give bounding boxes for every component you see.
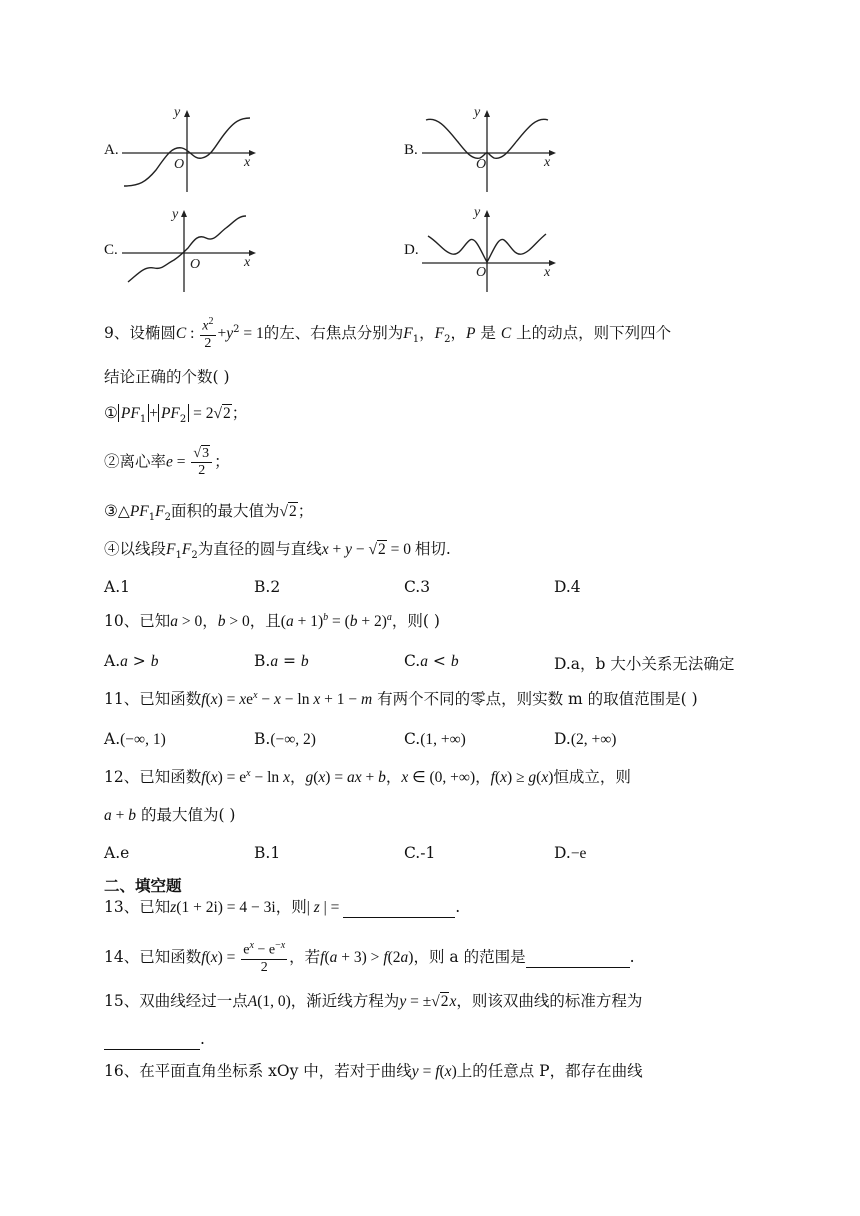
option-label: A. <box>104 142 119 158</box>
x-axis-label: x <box>244 155 251 170</box>
q9-option-c[interactable]: C.3 <box>404 578 431 596</box>
graph-a-plot <box>104 104 274 194</box>
q12-option-d[interactable]: D.−e <box>554 844 587 862</box>
y-axis-label: y <box>474 105 481 120</box>
origin-label: O <box>174 157 185 172</box>
x-axis-label: x <box>244 255 251 270</box>
origin-label: O <box>476 157 487 172</box>
q11-option-a[interactable]: A.(−∞, 1) <box>104 730 166 748</box>
q9-option-a[interactable]: A.1 <box>104 578 130 596</box>
graph-c-plot <box>104 204 274 294</box>
x-axis-label: x <box>544 265 551 280</box>
q9-line-2: 结论正确的个数( ) <box>104 368 230 386</box>
y-axis-label: y <box>172 207 179 222</box>
q16-line: 16、在平面直角坐标系 xOy 中，若对于曲线y = f(x)上的任意点 P，都存在曲线 <box>104 1062 643 1080</box>
q9-statement-3: $③\triangle PF_1F_2$面积的最大值为√2； <box>104 502 314 524</box>
q12-option-b[interactable]: B.1 <box>254 844 281 862</box>
q12-line-2: a + b 的最大值为( ) <box>104 806 236 824</box>
q9-statement-4: ④以线段$F_1F_2$为直径的圆与直线x + y − √2 = 0 相切. <box>104 540 451 562</box>
q12-option-a[interactable]: A.e <box>104 844 130 862</box>
x-axis-label: x <box>544 155 551 170</box>
q9-option-b[interactable]: B.2 <box>254 578 281 596</box>
q9-line-1: 9、设椭圆C : $\frac{x^2}{2}$ $+y^2 = 1$的左、右焦点分别为$F_1$，$F_2$，P 是 C 上的动点，则下列四个 <box>104 316 672 351</box>
q12-line-1: 12、已知函数$f(x) = e^x - \ln x$，g(x) = ax + b，x ∈ (0, +∞)，f(x) ≥ g(x)恒成立，则 <box>104 768 631 787</box>
graph-b-plot <box>404 104 574 194</box>
q10-line: 10、已知a > 0，b > 0，且$(a + 1)^b = (b + 2)^a$，则( ) <box>104 612 440 631</box>
y-axis-label: y <box>474 205 481 220</box>
q15-line-1: 15、双曲线经过一点A(1, 0)，渐近线方程为y = ±√2x，则该双曲线的标准方程为 <box>104 992 643 1010</box>
q15-answer-blank[interactable] <box>104 1030 200 1050</box>
q15-line-2: . <box>104 1030 205 1050</box>
q10-option-a[interactable]: A.a > b <box>104 652 159 670</box>
q9-statement-2: ②离心率e = $\frac{√3}{2}$ ； <box>104 446 230 479</box>
section-title: 二、填空题 <box>104 877 182 895</box>
origin-label: O <box>190 257 201 272</box>
option-label: D. <box>404 242 419 258</box>
option-label: B. <box>404 142 418 158</box>
q10-option-b[interactable]: B.a = b <box>254 652 309 670</box>
graph-d-plot <box>404 204 574 294</box>
q11-option-b[interactable]: B.(−∞, 2) <box>254 730 316 748</box>
q13-answer-blank[interactable] <box>343 898 455 918</box>
graph-option-c <box>104 204 274 294</box>
y-axis-label: y <box>174 105 181 120</box>
q11-option-d[interactable]: D.(2, +∞) <box>554 730 617 748</box>
q9-statement-1: ① $PF_1 + PF_2 = 2√2$； <box>104 404 248 426</box>
q10-option-c[interactable]: C.a < b <box>404 652 459 670</box>
graph-option-d <box>404 204 574 294</box>
q12-option-c[interactable]: C.-1 <box>404 844 436 862</box>
q13-line: 13、已知z(1 + 2i) = 4 − 3i，则| z | = . <box>104 898 461 916</box>
q11-line: 11、已知函数$f(x) = xe^x - x - \ln x + 1 - m$ 有两个不同的零点，则实数 m 的取值范围是( ) <box>104 690 698 709</box>
option-label: C. <box>104 242 118 258</box>
q11-option-c[interactable]: C.(1, +∞) <box>404 730 466 748</box>
q9-option-d[interactable]: D.4 <box>554 578 581 596</box>
graph-option-b <box>404 104 574 194</box>
graph-option-a <box>104 104 274 194</box>
origin-label: O <box>476 265 487 280</box>
q10-option-d[interactable]: D.a，b 大小关系无法确定 <box>554 655 735 673</box>
q14-line: 14、已知函数f(x) = $\frac{e^x - e^{-x}}{2}$ ，若f(a + 3) > f(2a)，则 a 的范围是 . <box>104 940 635 975</box>
q14-answer-blank[interactable] <box>526 948 630 968</box>
